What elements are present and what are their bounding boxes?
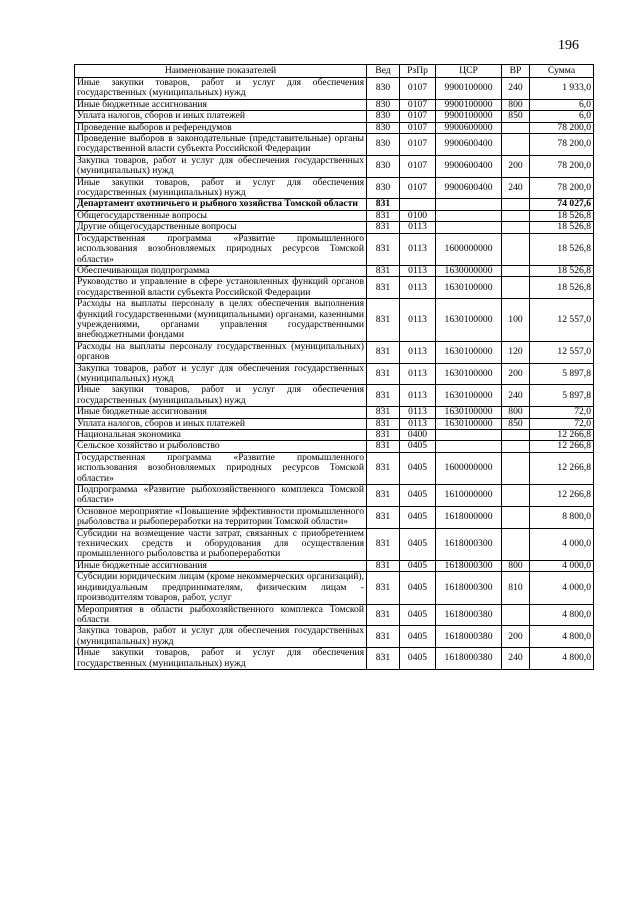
- row-vr: [502, 222, 530, 233]
- row-sum: 18 526,8: [530, 210, 594, 221]
- row-ved: 831: [367, 199, 400, 210]
- row-rzpr: 0405: [400, 528, 436, 560]
- table-row: [75, 385, 594, 407]
- row-sum: 4 800,0: [530, 648, 594, 670]
- header-sum: Сумма: [530, 65, 594, 78]
- table-row: [75, 233, 594, 265]
- row-ved: 831: [367, 452, 400, 484]
- row-csr: [436, 222, 502, 233]
- row-rzpr: 0405: [400, 604, 436, 626]
- row-sum: 5 897,8: [530, 385, 594, 407]
- row-ved: 831: [367, 604, 400, 626]
- row-ved: 831: [367, 441, 400, 452]
- table-row: [75, 222, 594, 233]
- row-csr: 1630100000: [436, 341, 502, 363]
- row-vr: 200: [502, 155, 530, 177]
- row-csr: 1600000000: [436, 452, 502, 484]
- row-name: Другие общегосударственные вопросы: [75, 222, 367, 233]
- row-ved: 831: [367, 572, 400, 604]
- row-sum: 12 557,0: [530, 299, 594, 342]
- row-sum: 12 557,0: [530, 341, 594, 363]
- row-rzpr: 0107: [400, 177, 436, 199]
- row-rzpr: 0405: [400, 506, 436, 528]
- row-vr: [502, 506, 530, 528]
- row-csr: 1630100000: [436, 407, 502, 418]
- row-rzpr: 0107: [400, 134, 436, 156]
- row-ved: 830: [367, 78, 400, 100]
- table-row: [75, 648, 594, 670]
- table-row: [75, 99, 594, 110]
- table-row: [75, 78, 594, 100]
- row-csr: [436, 199, 502, 210]
- page-number: 196: [558, 38, 579, 53]
- row-vr: 200: [502, 626, 530, 648]
- row-rzpr: 0405: [400, 626, 436, 648]
- row-name: Иные закупки товаров, работ и услуг для обеспечения государственных (муниципальных) нужд: [75, 648, 367, 670]
- row-ved: 831: [367, 233, 400, 265]
- row-name: Основное мероприятие «Повышение эффективности промышленного рыболовства и рыбопереработки на территории Томской области»: [75, 506, 367, 528]
- table-body: [75, 78, 594, 670]
- row-ved: 831: [367, 222, 400, 233]
- row-sum: 18 526,8: [530, 265, 594, 276]
- row-sum: 78 200,0: [530, 155, 594, 177]
- row-sum: 18 526,8: [530, 277, 594, 299]
- table-row: [75, 452, 594, 484]
- row-ved: 830: [367, 134, 400, 156]
- row-name: Субсидии юридическим лицам (кроме некоммерческих организаций), индивидуальным предпринимателям, физическим лицам - производителям товаров, работ, услуг: [75, 572, 367, 604]
- table-row: [75, 277, 594, 299]
- row-rzpr: 0107: [400, 111, 436, 122]
- row-name: Проведение выборов в законодательные (представительные) органы государственной власти субъекта Российской Федерации: [75, 134, 367, 156]
- row-name: Закупка товаров, работ и услуг для обеспечения государственных (муниципальных) нужд: [75, 363, 367, 385]
- row-ved: 831: [367, 648, 400, 670]
- table-row: [75, 122, 594, 133]
- row-csr: 1618000300: [436, 560, 502, 571]
- row-csr: 9900600400: [436, 155, 502, 177]
- table-row: [75, 626, 594, 648]
- row-rzpr: 0107: [400, 122, 436, 133]
- table-row: [75, 441, 594, 452]
- row-vr: [502, 277, 530, 299]
- row-sum: 78 200,0: [530, 177, 594, 199]
- row-sum: 1 933,0: [530, 78, 594, 100]
- row-csr: 1630100000: [436, 299, 502, 342]
- row-vr: 800: [502, 560, 530, 571]
- row-vr: [502, 233, 530, 265]
- row-name: Государственная программа «Развитие промышленного использования возобновляемых природных ресурсов Томской области»: [75, 233, 367, 265]
- row-ved: 830: [367, 177, 400, 199]
- row-csr: 1618000300: [436, 572, 502, 604]
- row-sum: 72,0: [530, 418, 594, 429]
- row-rzpr: 0113: [400, 277, 436, 299]
- row-name: Общегосударственные вопросы: [75, 210, 367, 221]
- row-vr: 240: [502, 385, 530, 407]
- row-vr: 240: [502, 177, 530, 199]
- table-row: [75, 560, 594, 571]
- row-rzpr: 0107: [400, 78, 436, 100]
- row-sum: 12 266,8: [530, 441, 594, 452]
- row-name: Закупка товаров, работ и услуг для обеспечения государственных (муниципальных) нужд: [75, 626, 367, 648]
- row-ved: 830: [367, 122, 400, 133]
- row-csr: 9900100000: [436, 111, 502, 122]
- row-rzpr: 0113: [400, 299, 436, 342]
- row-ved: 831: [367, 277, 400, 299]
- row-rzpr: 0113: [400, 222, 436, 233]
- row-csr: 9900600400: [436, 177, 502, 199]
- row-rzpr: 0405: [400, 441, 436, 452]
- row-ved: 831: [367, 626, 400, 648]
- table-row: [75, 528, 594, 560]
- row-csr: 9900600000: [436, 122, 502, 133]
- row-name: Расходы на выплаты персоналу государственных (муниципальных) органов: [75, 341, 367, 363]
- row-vr: [502, 452, 530, 484]
- row-sum: 18 526,8: [530, 222, 594, 233]
- row-csr: 1618000380: [436, 626, 502, 648]
- row-name: Иные закупки товаров, работ и услуг для обеспечения государственных (муниципальных) нужд: [75, 177, 367, 199]
- row-name: Иные бюджетные ассигнования: [75, 407, 367, 418]
- row-sum: 6,0: [530, 99, 594, 110]
- row-sum: 12 266,8: [530, 430, 594, 441]
- row-rzpr: 0107: [400, 155, 436, 177]
- header-rzpr: РзПр: [400, 65, 436, 78]
- row-ved: 831: [367, 560, 400, 571]
- row-rzpr: 0107: [400, 99, 436, 110]
- row-name: Уплата налогов, сборов и иных платежей: [75, 418, 367, 429]
- row-csr: 9900600400: [436, 134, 502, 156]
- table-row: [75, 430, 594, 441]
- row-csr: 9900100000: [436, 78, 502, 100]
- header-name: Наименование показателей: [75, 65, 367, 78]
- row-sum: 78 200,0: [530, 122, 594, 133]
- row-ved: 831: [367, 485, 400, 507]
- row-rzpr: 0405: [400, 572, 436, 604]
- table-row: [75, 155, 594, 177]
- row-csr: 1618000380: [436, 648, 502, 670]
- row-name: Национальная экономика: [75, 430, 367, 441]
- row-vr: [502, 265, 530, 276]
- row-rzpr: 0113: [400, 233, 436, 265]
- row-name: Департамент охотничьего и рыбного хозяйства Томской области: [75, 199, 367, 210]
- row-vr: 240: [502, 78, 530, 100]
- row-vr: [502, 485, 530, 507]
- row-csr: [436, 210, 502, 221]
- row-vr: [502, 199, 530, 210]
- row-rzpr: 0405: [400, 648, 436, 670]
- row-sum: 72,0: [530, 407, 594, 418]
- row-csr: 1630100000: [436, 418, 502, 429]
- row-ved: 831: [367, 341, 400, 363]
- row-csr: 1618000300: [436, 528, 502, 560]
- table-row: [75, 363, 594, 385]
- budget-table: [74, 64, 594, 670]
- row-vr: [502, 210, 530, 221]
- row-ved: 831: [367, 299, 400, 342]
- row-name: Мероприятия в области рыбохозяйственного комплекса Томской области: [75, 604, 367, 626]
- table-row: [75, 199, 594, 210]
- row-sum: 12 266,8: [530, 452, 594, 484]
- row-ved: 830: [367, 111, 400, 122]
- row-csr: 1618000380: [436, 604, 502, 626]
- row-ved: 831: [367, 430, 400, 441]
- table-header-row: [75, 65, 594, 78]
- row-rzpr: 0113: [400, 418, 436, 429]
- row-rzpr: 0113: [400, 341, 436, 363]
- row-ved: 831: [367, 506, 400, 528]
- row-name: Закупка товаров, работ и услуг для обеспечения государственных (муниципальных) нужд: [75, 155, 367, 177]
- row-name: Субсидии на возмещение части затрат, связанных с приобретением технических средств и оборудования для осуществления промышленного рыболовства и рыбопереработки: [75, 528, 367, 560]
- row-csr: 1630100000: [436, 277, 502, 299]
- row-sum: 18 526,8: [530, 233, 594, 265]
- row-rzpr: [400, 199, 436, 210]
- row-ved: 831: [367, 363, 400, 385]
- row-ved: 830: [367, 155, 400, 177]
- row-ved: 831: [367, 265, 400, 276]
- row-sum: 4 800,0: [530, 604, 594, 626]
- row-rzpr: 0113: [400, 363, 436, 385]
- row-rzpr: 0405: [400, 485, 436, 507]
- row-vr: 810: [502, 572, 530, 604]
- table-row: [75, 111, 594, 122]
- row-rzpr: 0400: [400, 430, 436, 441]
- table-row: [75, 572, 594, 604]
- row-name: Обеспечивающая подпрограмма: [75, 265, 367, 276]
- row-name: Расходы на выплаты персоналу в целях обеспечения выполнения функций государственными (муниципальными) органами, казенными учреждениями, органами управления государственными внебюджетными фондами: [75, 299, 367, 342]
- header-csr: ЦСР: [436, 65, 502, 78]
- row-csr: 1610000000: [436, 485, 502, 507]
- row-sum: 74 027,6: [530, 199, 594, 210]
- row-csr: 1630100000: [436, 363, 502, 385]
- row-rzpr: 0113: [400, 265, 436, 276]
- row-name: Подпрограмма «Развитие рыбохозяйственного комплекса Томской области»: [75, 485, 367, 507]
- row-vr: 200: [502, 363, 530, 385]
- row-name: Руководство и управление в сфере установленных функций органов государственной власти субъекта Российской Федерации: [75, 277, 367, 299]
- row-sum: 4 000,0: [530, 572, 594, 604]
- row-ved: 830: [367, 99, 400, 110]
- table-row: [75, 134, 594, 156]
- row-vr: [502, 441, 530, 452]
- row-name: Проведение выборов и референдумов: [75, 122, 367, 133]
- row-vr: [502, 528, 530, 560]
- row-name: Иные закупки товаров, работ и услуг для обеспечения государственных (муниципальных) нужд: [75, 385, 367, 407]
- row-sum: 8 800,0: [530, 506, 594, 528]
- row-name: Иные бюджетные ассигнования: [75, 560, 367, 571]
- header-ved: Вед: [367, 65, 400, 78]
- row-vr: 240: [502, 648, 530, 670]
- table-row: [75, 265, 594, 276]
- table-row: [75, 341, 594, 363]
- row-vr: [502, 604, 530, 626]
- row-vr: 800: [502, 407, 530, 418]
- table-row: [75, 506, 594, 528]
- row-rzpr: 0113: [400, 407, 436, 418]
- table-row: [75, 210, 594, 221]
- row-sum: 78 200,0: [530, 134, 594, 156]
- row-csr: [436, 430, 502, 441]
- row-ved: 831: [367, 528, 400, 560]
- row-csr: 1630000000: [436, 265, 502, 276]
- row-rzpr: 0113: [400, 385, 436, 407]
- row-vr: [502, 134, 530, 156]
- row-csr: [436, 441, 502, 452]
- row-sum: 5 897,8: [530, 363, 594, 385]
- row-csr: 1630100000: [436, 385, 502, 407]
- row-vr: 120: [502, 341, 530, 363]
- table-row: [75, 299, 594, 342]
- row-name: Иные бюджетные ассигнования: [75, 99, 367, 110]
- row-ved: 831: [367, 385, 400, 407]
- row-vr: [502, 430, 530, 441]
- row-vr: 800: [502, 99, 530, 110]
- row-vr: 850: [502, 418, 530, 429]
- table-row: [75, 407, 594, 418]
- row-sum: 4 000,0: [530, 560, 594, 571]
- row-sum: 4 000,0: [530, 528, 594, 560]
- row-csr: 1618000000: [436, 506, 502, 528]
- row-name: Сельское хозяйство и рыболовство: [75, 441, 367, 452]
- row-csr: 9900100000: [436, 99, 502, 110]
- row-rzpr: 0100: [400, 210, 436, 221]
- row-sum: 6,0: [530, 111, 594, 122]
- row-vr: [502, 122, 530, 133]
- row-vr: 100: [502, 299, 530, 342]
- row-name: Иные закупки товаров, работ и услуг для обеспечения государственных (муниципальных) нужд: [75, 78, 367, 100]
- row-rzpr: 0405: [400, 560, 436, 571]
- table-row: [75, 604, 594, 626]
- row-ved: 831: [367, 407, 400, 418]
- header-vr: ВР: [502, 65, 530, 78]
- row-ved: 831: [367, 418, 400, 429]
- row-sum: 12 266,8: [530, 485, 594, 507]
- row-ved: 831: [367, 210, 400, 221]
- row-name: Уплата налогов, сборов и иных платежей: [75, 111, 367, 122]
- table-row: [75, 177, 594, 199]
- table-row: [75, 485, 594, 507]
- row-sum: 4 800,0: [530, 626, 594, 648]
- row-rzpr: 0405: [400, 452, 436, 484]
- row-name: Государственная программа «Развитие промышленного использования возобновляемых природных ресурсов Томской области»: [75, 452, 367, 484]
- table-row: [75, 418, 594, 429]
- row-vr: 850: [502, 111, 530, 122]
- row-csr: 1600000000: [436, 233, 502, 265]
